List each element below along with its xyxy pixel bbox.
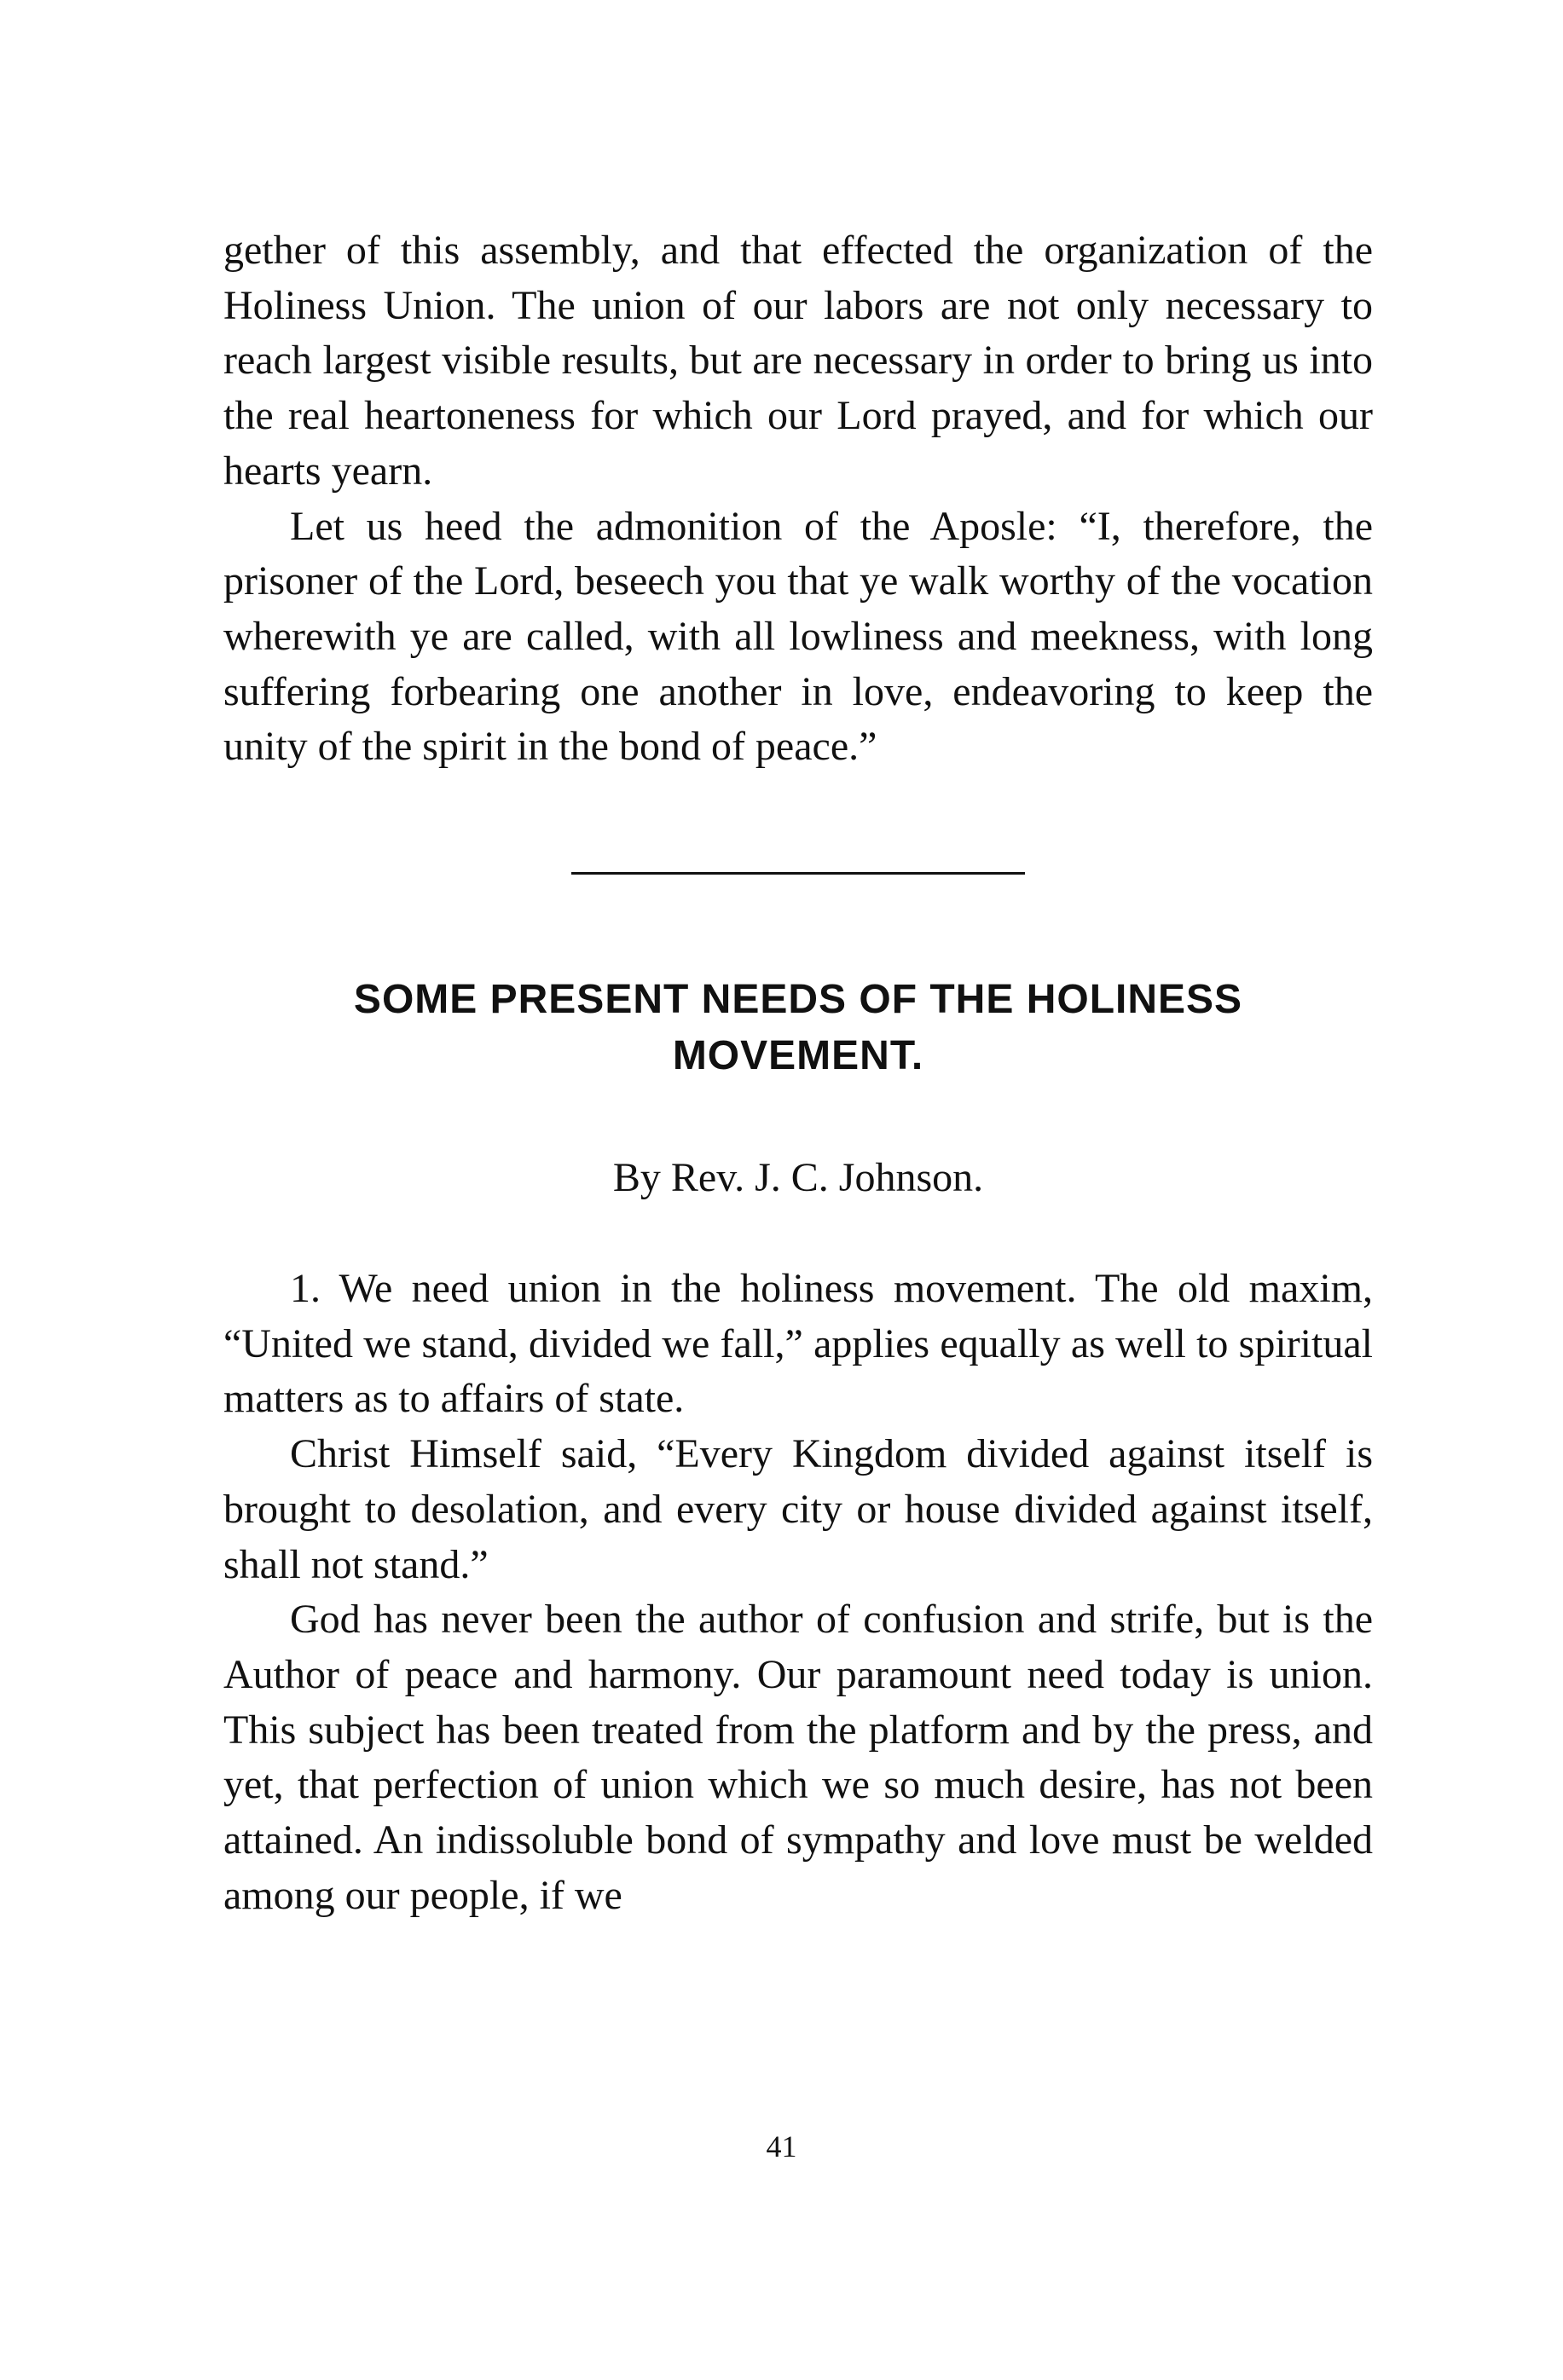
article-paragraph-3: God has never been the author of confusion and strife, but is the Author of peace and harmony. Our paramount need today is union. This subject has been treated from the platform and by the press, and yet, that perfection of union which we so much desire, has not been attained. An indissoluble bond of sympathy and love must be welded among our people, if we: [223, 1597, 1373, 1918]
article-paragraph-1: 1. We need union in the holiness movement. The old maxim, “United we stand, divided we fall,” applies equally as well to spiritual matters as to affairs of state.: [223, 1266, 1373, 1422]
admonition-paragraph: Let us heed the admonition of the Aposle: “I, therefore, the prisoner of the Lord, beseech you that ye walk worthy of the vocation wherewith ye are called, with all lowliness and meekness, with long suffering forbearing one another in love, endeavoring to keep the unity of the spirit in the bond of peace.”: [223, 503, 1373, 770]
section-divider: [571, 872, 1025, 875]
continued-paragraph: gether of this assembly, and that effected the organization of the Holiness Union. The union of our labors are not only necessary to reach largest visible results, but are necessary in order to bring us into the real heartoneness for which our Lord prayed, and for which our hearts yearn.: [223, 228, 1373, 494]
book-page: [223, 223, 1373, 1923]
page-number: 41: [766, 2129, 797, 2163]
article-title: SOME PRESENT NEEDS OF THE HOLINESS MOVEMENT.: [353, 977, 1243, 1079]
article-byline: By Rev. J. C. Johnson.: [612, 1155, 984, 1201]
article-paragraph-2: Christ Himself said, “Every Kingdom divided against itself is brought to desolation, and every city or house divided against itself, shall not stand.”: [223, 1431, 1373, 1587]
